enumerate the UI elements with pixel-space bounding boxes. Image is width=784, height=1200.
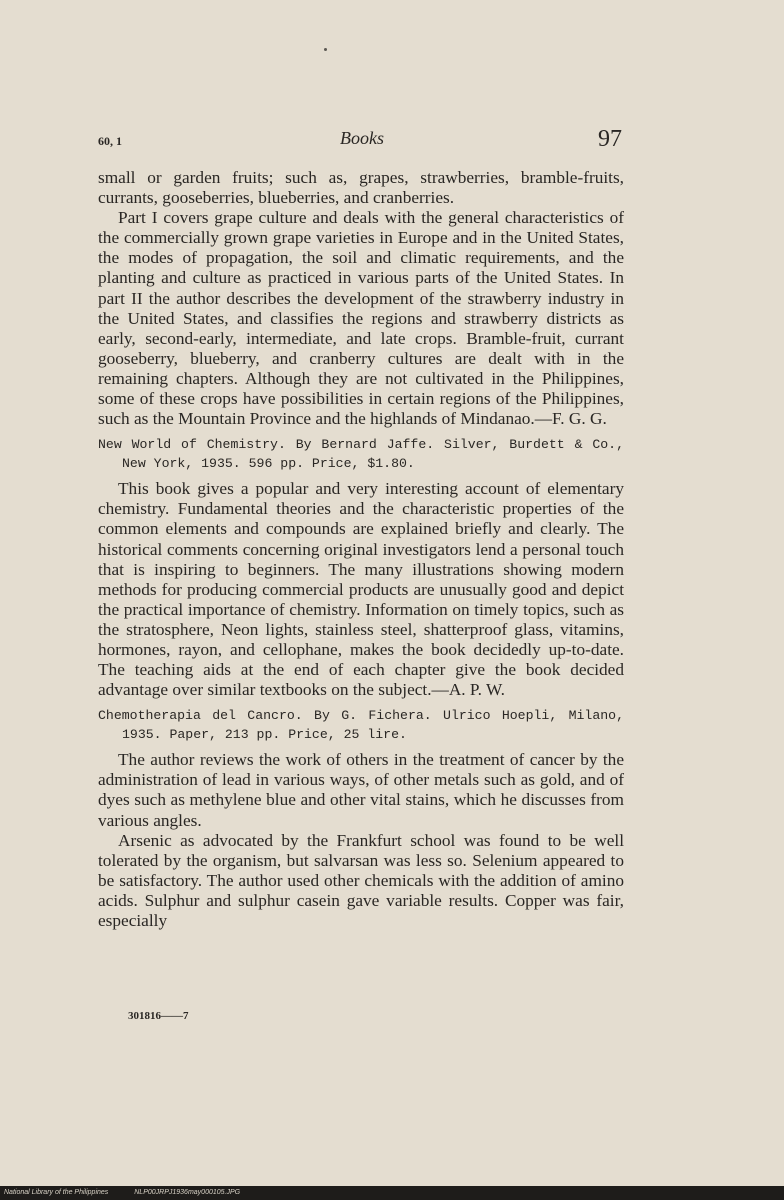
book-citation: Chemotherapia del Cancro. By G. Fichera. Ulrico Hoepli, Milano, 1935. Paper, 213 pp. Price, 25 lire. — [98, 708, 624, 743]
scan-footer — [0, 1186, 784, 1200]
paragraph: Part I covers grape culture and deals with the general characteristics of the commercially grown grape varieties in Europe and in the United States, the modes of propagation, the soil and climatic requirements, and the planting and culture as practiced in various parts of the United States. In part II the author describes the development of the strawberry industry in the United States, and classifies the regions and strawberry districts as early, second-early, intermediate, and late crops. Bramble-fruit, currant gooseberry, blueberry, and cranberry cultures are dealt with in the remaining chapters. Although they are not cultivated in the Philippines, some of these crops have possibilities in certain regions of the Philippines, such as the Mountain Province and the highlands of Mindanao.—F. G. G. — [98, 208, 624, 429]
library-credit: National Library of the Philippines — [4, 1189, 109, 1196]
paragraph: Arsenic as advocated by the Frankfurt school was found to be well tolerated by the organism, but salvarsan was less so. Selenium appeared to be satisfactory. The author used other chemicals with the addition of amino acids. Sulphur and sulphur casein gave variable results. Copper was fair, especially — [98, 830, 624, 930]
paragraph: small or garden fruits; such as, grapes, strawberries, bramble-fruits, currants, gooseberries, blueberries, and cranberries. — [98, 168, 624, 208]
paragraph: The author reviews the work of others in the treatment of cancer by the administration of lead in various ways, of other metals such as gold, and of dyes such as methylene blue and other vital stains, which he discusses from various angles. — [98, 750, 624, 830]
speck — [324, 48, 327, 51]
book-citation: New World of Chemistry. By Bernard Jaffe. Silver, Burdett & Co., New York, 1935. 596 pp. Price, $1.80. — [98, 437, 624, 472]
paragraph: This book gives a popular and very interesting account of elementary chemistry. Fundamental theories and the characteristic properties of the common elements and compounds are explained briefly and clearly. The historical comments concerning original investigators lend a personal touch that is inspiring to beginners. The many illustrations showing modern methods for producing commercial products are unusually good and depict the practical importance of chemistry. Information on timely topics, such as the stratosphere, Neon lights, stainless steel, shatterproof glass, vitamins, hormones, rayon, and cellophane, makes the book decidedly up-to-date. The teaching aids at the end of each chapter give the book decided advantage over similar textbooks on the subject.—A. P. W. — [98, 479, 624, 700]
printer-signature: 301816——7 — [128, 1010, 189, 1022]
scan-filename: NLP00JRPJ1936may000105.JPG — [134, 1189, 241, 1196]
section-title: Books — [340, 128, 384, 148]
page-number: 97 — [598, 126, 622, 152]
page-body — [98, 168, 624, 931]
running-head — [98, 128, 626, 158]
volume-issue: 60, 1 — [98, 134, 122, 148]
